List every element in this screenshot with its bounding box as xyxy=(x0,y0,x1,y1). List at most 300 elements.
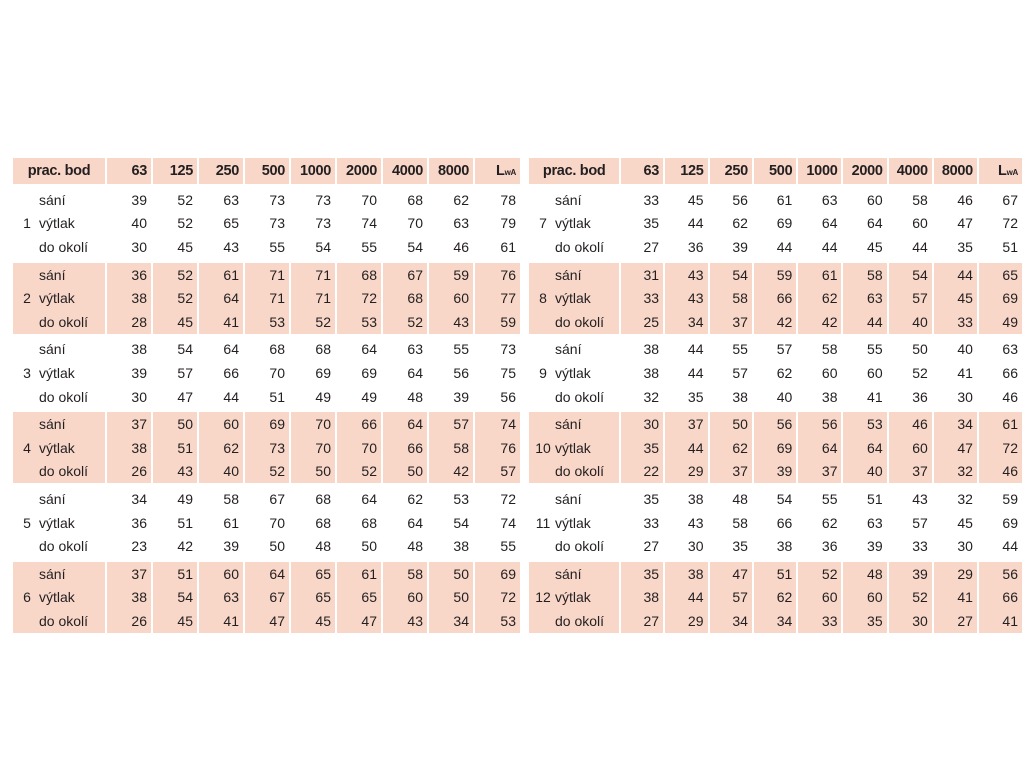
value-cell: 23 xyxy=(131,538,147,555)
value-cell: 54 xyxy=(315,238,331,255)
row-label-cell xyxy=(13,235,105,259)
value-cell: 37 xyxy=(665,412,707,436)
value-cell: 25 xyxy=(621,310,663,334)
value-cell: 44 xyxy=(687,215,704,232)
value-cell: 29 xyxy=(934,562,977,586)
value-cell: 51 xyxy=(269,388,285,405)
header-band: 1000 xyxy=(798,158,841,184)
value-cell: 43 xyxy=(383,609,427,633)
measurement-type: do okolí xyxy=(39,313,89,330)
value-cell: 60 xyxy=(867,191,883,208)
value-cell: 44 xyxy=(687,364,704,381)
value-cell: 51 xyxy=(153,562,197,586)
value-cell: 79 xyxy=(500,215,516,232)
value-cell: 26 xyxy=(107,609,151,633)
value-cell: 47 xyxy=(710,562,752,586)
value-cell: 68 xyxy=(361,514,377,531)
value-cell: 48 xyxy=(407,388,423,405)
value-cell: 37 xyxy=(889,460,932,484)
value-cell: 60 xyxy=(821,364,838,381)
value-cell: 62 xyxy=(776,364,793,381)
value-cell: 37 xyxy=(710,310,752,334)
value-cell: 66 xyxy=(754,286,796,310)
table-row xyxy=(13,212,520,236)
value-cell: 52 xyxy=(798,562,841,586)
value-cell: 60 xyxy=(867,364,883,381)
measurement-type: do okolí xyxy=(555,612,605,629)
value-cell: 49 xyxy=(361,388,377,405)
value-cell: 60 xyxy=(199,562,243,586)
value-cell: 50 xyxy=(269,538,285,555)
value-cell: 57 xyxy=(710,586,752,610)
value-cell: 74 xyxy=(500,514,516,531)
value-cell: 34 xyxy=(754,609,796,633)
row-label-cell xyxy=(13,385,105,409)
value-cell: 41 xyxy=(957,364,973,381)
value-cell: 44 xyxy=(223,388,239,405)
table-row xyxy=(529,460,1022,484)
value-cell: 59 xyxy=(475,310,520,334)
value-cell: 46 xyxy=(453,238,469,255)
value-cell: 39 xyxy=(131,191,147,208)
value-cell: 62 xyxy=(453,191,469,208)
value-cell: 51 xyxy=(754,562,796,586)
value-cell: 40 xyxy=(957,341,973,358)
value-cell: 46 xyxy=(957,191,973,208)
value-cell: 32 xyxy=(957,490,973,507)
value-cell: 57 xyxy=(912,514,928,531)
table-row xyxy=(13,609,520,633)
value-cell: 32 xyxy=(643,388,660,405)
value-cell: 72 xyxy=(1002,215,1018,232)
table-row xyxy=(13,188,520,212)
value-cell: 30 xyxy=(131,388,147,405)
value-cell: 43 xyxy=(429,310,473,334)
value-cell: 69 xyxy=(754,436,796,460)
value-cell: 34 xyxy=(429,609,473,633)
value-cell: 67 xyxy=(269,490,285,507)
table-row xyxy=(13,412,520,436)
value-cell: 46 xyxy=(1002,388,1018,405)
point-id: 11 xyxy=(535,514,551,531)
value-cell: 70 xyxy=(269,514,285,531)
value-cell: 34 xyxy=(665,310,707,334)
value-cell: 69 xyxy=(1002,514,1018,531)
value-cell: 63 xyxy=(199,586,243,610)
value-cell: 68 xyxy=(269,341,285,358)
value-cell: 70 xyxy=(407,215,423,232)
row-label-cell xyxy=(13,338,105,362)
value-cell: 61 xyxy=(798,263,841,287)
row-label-cell xyxy=(529,586,619,610)
row-label-cell xyxy=(529,609,619,633)
value-cell: 74 xyxy=(475,412,520,436)
value-cell: 52 xyxy=(153,263,197,287)
point-id: 7 xyxy=(539,215,547,232)
value-cell: 44 xyxy=(821,238,838,255)
value-cell: 55 xyxy=(867,341,883,358)
header-lwa xyxy=(475,158,520,184)
value-cell: 71 xyxy=(291,286,335,310)
row-label-cell xyxy=(529,460,619,484)
value-cell: 42 xyxy=(177,538,193,555)
header-band: 8000 xyxy=(429,158,473,184)
value-cell: 38 xyxy=(107,286,151,310)
row-label-cell xyxy=(529,534,619,558)
value-cell: 64 xyxy=(245,562,289,586)
value-cell: 39 xyxy=(867,538,883,555)
table-row xyxy=(13,263,520,287)
lwa-subscript: wA xyxy=(504,168,516,177)
table-row xyxy=(529,188,1022,212)
value-cell: 38 xyxy=(821,388,838,405)
value-cell: 50 xyxy=(710,412,752,436)
value-cell: 63 xyxy=(453,215,469,232)
value-cell: 51 xyxy=(153,436,197,460)
row-label-cell xyxy=(13,310,105,334)
value-cell: 34 xyxy=(710,609,752,633)
value-cell: 40 xyxy=(889,310,932,334)
value-cell: 70 xyxy=(361,191,377,208)
value-cell: 37 xyxy=(710,460,752,484)
row-label-cell xyxy=(529,235,619,259)
value-cell: 33 xyxy=(621,286,663,310)
header-band: 500 xyxy=(245,158,289,184)
value-cell: 72 xyxy=(500,490,516,507)
value-cell: 66 xyxy=(979,586,1022,610)
value-cell: 48 xyxy=(732,490,748,507)
value-cell: 44 xyxy=(776,238,793,255)
value-cell: 30 xyxy=(621,412,663,436)
row-label-cell xyxy=(529,511,619,535)
value-cell: 38 xyxy=(107,436,151,460)
value-cell: 52 xyxy=(889,586,932,610)
value-cell: 50 xyxy=(153,412,197,436)
measurement-type: výtlak xyxy=(555,514,591,531)
value-cell: 26 xyxy=(107,460,151,484)
value-cell: 63 xyxy=(867,514,883,531)
header-band: 125 xyxy=(665,158,707,184)
value-cell: 61 xyxy=(199,263,243,287)
value-cell: 37 xyxy=(798,460,841,484)
value-cell: 69 xyxy=(475,562,520,586)
value-cell: 60 xyxy=(798,586,841,610)
value-cell: 33 xyxy=(934,310,977,334)
value-cell: 50 xyxy=(429,586,473,610)
value-cell: 47 xyxy=(177,388,193,405)
value-cell: 56 xyxy=(732,191,748,208)
table-row xyxy=(13,511,520,535)
value-cell: 58 xyxy=(821,341,838,358)
value-cell: 55 xyxy=(732,341,748,358)
measurement-type: výtlak xyxy=(555,589,591,606)
value-cell: 64 xyxy=(821,215,838,232)
table-row xyxy=(13,487,520,511)
value-cell: 67 xyxy=(245,586,289,610)
measurement-type: sání xyxy=(39,565,66,582)
value-cell: 50 xyxy=(429,562,473,586)
value-cell: 74 xyxy=(361,215,377,232)
value-cell: 43 xyxy=(912,490,928,507)
value-cell: 39 xyxy=(754,460,796,484)
value-cell: 64 xyxy=(383,412,427,436)
table-row xyxy=(529,310,1022,334)
row-label-cell xyxy=(529,338,619,362)
value-cell: 71 xyxy=(245,286,289,310)
value-cell: 64 xyxy=(407,364,423,381)
value-cell: 65 xyxy=(291,586,335,610)
measurement-type: výtlak xyxy=(555,439,591,456)
value-cell: 52 xyxy=(177,191,193,208)
value-cell: 54 xyxy=(153,586,197,610)
measurement-type: výtlak xyxy=(39,439,75,456)
value-cell: 61 xyxy=(776,191,793,208)
value-cell: 56 xyxy=(979,562,1022,586)
measurement-type: do okolí xyxy=(39,463,89,480)
header-band: 4000 xyxy=(889,158,932,184)
value-cell: 53 xyxy=(475,609,520,633)
value-cell: 69 xyxy=(245,412,289,436)
value-cell: 60 xyxy=(912,215,928,232)
value-cell: 72 xyxy=(979,436,1022,460)
value-cell: 33 xyxy=(912,538,928,555)
value-cell: 38 xyxy=(776,538,793,555)
table-row xyxy=(529,235,1022,259)
table-row xyxy=(13,534,520,558)
row-label-cell xyxy=(13,487,105,511)
measurement-type: výtlak xyxy=(555,364,591,381)
value-cell: 73 xyxy=(245,436,289,460)
noise-table-right xyxy=(527,158,1024,633)
value-cell: 42 xyxy=(798,310,841,334)
value-cell: 48 xyxy=(407,538,423,555)
header-band: 8000 xyxy=(934,158,977,184)
value-cell: 54 xyxy=(710,263,752,287)
value-cell: 35 xyxy=(621,562,663,586)
table-row xyxy=(529,361,1022,385)
value-cell: 62 xyxy=(732,215,748,232)
measurement-type: do okolí xyxy=(39,238,89,255)
measurement-type: do okolí xyxy=(39,388,89,405)
table-row xyxy=(13,562,520,586)
value-cell: 40 xyxy=(131,215,147,232)
measurement-type: sání xyxy=(555,565,582,582)
value-cell: 40 xyxy=(199,460,243,484)
value-cell: 57 xyxy=(732,364,748,381)
value-cell: 38 xyxy=(107,586,151,610)
value-cell: 27 xyxy=(643,238,660,255)
value-cell: 65 xyxy=(223,215,239,232)
value-cell: 53 xyxy=(453,490,469,507)
value-cell: 57 xyxy=(475,460,520,484)
value-cell: 52 xyxy=(177,215,193,232)
value-cell: 39 xyxy=(223,538,239,555)
value-cell: 44 xyxy=(843,310,886,334)
value-cell: 33 xyxy=(643,191,660,208)
value-cell: 50 xyxy=(291,460,335,484)
table-row xyxy=(529,609,1022,633)
value-cell: 32 xyxy=(934,460,977,484)
value-cell: 52 xyxy=(291,310,335,334)
header-band: 2000 xyxy=(337,158,381,184)
value-cell: 64 xyxy=(407,514,423,531)
value-cell: 66 xyxy=(337,412,381,436)
value-cell: 69 xyxy=(315,364,331,381)
table-row xyxy=(13,436,520,460)
value-cell: 58 xyxy=(912,191,928,208)
value-cell: 38 xyxy=(131,341,147,358)
header-band: 250 xyxy=(199,158,243,184)
value-cell: 45 xyxy=(687,191,704,208)
value-cell: 58 xyxy=(843,263,886,287)
value-cell: 54 xyxy=(453,514,469,531)
header-band: 500 xyxy=(754,158,796,184)
row-label-cell xyxy=(529,361,619,385)
value-cell: 65 xyxy=(979,263,1022,287)
header-band: 63 xyxy=(621,158,663,184)
measurement-type: výtlak xyxy=(555,215,591,232)
value-cell: 44 xyxy=(912,238,928,255)
value-cell: 46 xyxy=(979,460,1022,484)
value-cell: 73 xyxy=(500,341,516,358)
table-row xyxy=(529,487,1022,511)
value-cell: 67 xyxy=(1002,191,1018,208)
row-label-cell xyxy=(529,385,619,409)
value-cell: 50 xyxy=(361,538,377,555)
measurement-type: do okolí xyxy=(555,313,605,330)
value-cell: 30 xyxy=(687,538,704,555)
point-id: 12 xyxy=(535,589,551,606)
value-cell: 56 xyxy=(500,388,516,405)
row-label-cell xyxy=(529,263,619,287)
value-cell: 38 xyxy=(687,490,704,507)
value-cell: 57 xyxy=(889,286,932,310)
table-row xyxy=(529,212,1022,236)
measurement-type: do okolí xyxy=(555,463,605,480)
value-cell: 61 xyxy=(979,412,1022,436)
value-cell: 62 xyxy=(821,514,838,531)
table-row xyxy=(529,534,1022,558)
value-cell: 28 xyxy=(107,310,151,334)
measurement-type: do okolí xyxy=(39,538,89,555)
value-cell: 43 xyxy=(665,286,707,310)
header-band: 2000 xyxy=(843,158,886,184)
value-cell: 45 xyxy=(867,238,883,255)
value-cell: 49 xyxy=(177,490,193,507)
point-id: 4 xyxy=(23,439,31,456)
row-label-cell xyxy=(13,436,105,460)
value-cell: 42 xyxy=(754,310,796,334)
value-cell: 63 xyxy=(223,191,239,208)
header-row xyxy=(13,158,520,184)
row-label-cell xyxy=(13,511,105,535)
value-cell: 53 xyxy=(245,310,289,334)
value-cell: 63 xyxy=(1002,341,1018,358)
value-cell: 30 xyxy=(957,388,973,405)
value-cell: 70 xyxy=(291,436,335,460)
value-cell: 64 xyxy=(843,436,886,460)
value-cell: 68 xyxy=(337,263,381,287)
value-cell: 38 xyxy=(621,586,663,610)
value-cell: 49 xyxy=(315,388,331,405)
value-cell: 44 xyxy=(1002,538,1018,555)
point-id: 8 xyxy=(539,290,547,307)
value-cell: 73 xyxy=(315,191,331,208)
header-band: 250 xyxy=(710,158,752,184)
table-row xyxy=(13,460,520,484)
value-cell: 53 xyxy=(337,310,381,334)
value-cell: 64 xyxy=(361,341,377,358)
value-cell: 45 xyxy=(153,310,197,334)
table-row xyxy=(13,361,520,385)
value-cell: 38 xyxy=(665,562,707,586)
measurement-type: do okolí xyxy=(555,388,605,405)
row-label-cell xyxy=(13,412,105,436)
value-cell: 43 xyxy=(153,460,197,484)
value-cell: 68 xyxy=(315,490,331,507)
value-cell: 68 xyxy=(407,191,423,208)
value-cell: 68 xyxy=(315,341,331,358)
header-label: prac. bod xyxy=(529,158,619,184)
lwa-main: L xyxy=(496,163,505,179)
header-band: 1000 xyxy=(291,158,335,184)
value-cell: 38 xyxy=(643,341,660,358)
value-cell: 27 xyxy=(621,609,663,633)
row-label-cell xyxy=(13,263,105,287)
value-cell: 61 xyxy=(223,514,239,531)
row-label-cell xyxy=(13,534,105,558)
measurement-type: sání xyxy=(555,416,582,433)
value-cell: 68 xyxy=(315,514,331,531)
value-cell: 64 xyxy=(798,436,841,460)
value-cell: 71 xyxy=(291,263,335,287)
value-cell: 61 xyxy=(337,562,381,586)
value-cell: 69 xyxy=(361,364,377,381)
value-cell: 45 xyxy=(957,514,973,531)
value-cell: 57 xyxy=(177,364,193,381)
value-cell: 60 xyxy=(429,286,473,310)
value-cell: 62 xyxy=(754,586,796,610)
value-cell: 45 xyxy=(177,238,193,255)
lwa-main: L xyxy=(998,163,1007,179)
value-cell: 55 xyxy=(453,341,469,358)
value-cell: 27 xyxy=(643,538,660,555)
value-cell: 56 xyxy=(798,412,841,436)
row-label-cell xyxy=(13,188,105,212)
value-cell: 52 xyxy=(245,460,289,484)
measurement-type: sání xyxy=(555,266,582,283)
value-cell: 31 xyxy=(621,263,663,287)
row-label-cell xyxy=(13,586,105,610)
value-cell: 69 xyxy=(979,286,1022,310)
value-cell: 30 xyxy=(957,538,973,555)
measurement-type: do okolí xyxy=(555,538,605,555)
value-cell: 48 xyxy=(843,562,886,586)
value-cell: 62 xyxy=(407,490,423,507)
value-cell: 55 xyxy=(269,238,285,255)
value-cell: 35 xyxy=(643,490,660,507)
measurement-type: výtlak xyxy=(39,364,75,381)
value-cell: 71 xyxy=(245,263,289,287)
point-id: 5 xyxy=(23,514,31,531)
table-row xyxy=(13,235,520,259)
value-cell: 52 xyxy=(912,364,928,381)
value-cell: 35 xyxy=(957,238,973,255)
value-cell: 75 xyxy=(500,364,516,381)
value-cell: 63 xyxy=(821,191,838,208)
measurement-type: sání xyxy=(39,490,66,507)
value-cell: 57 xyxy=(776,341,793,358)
